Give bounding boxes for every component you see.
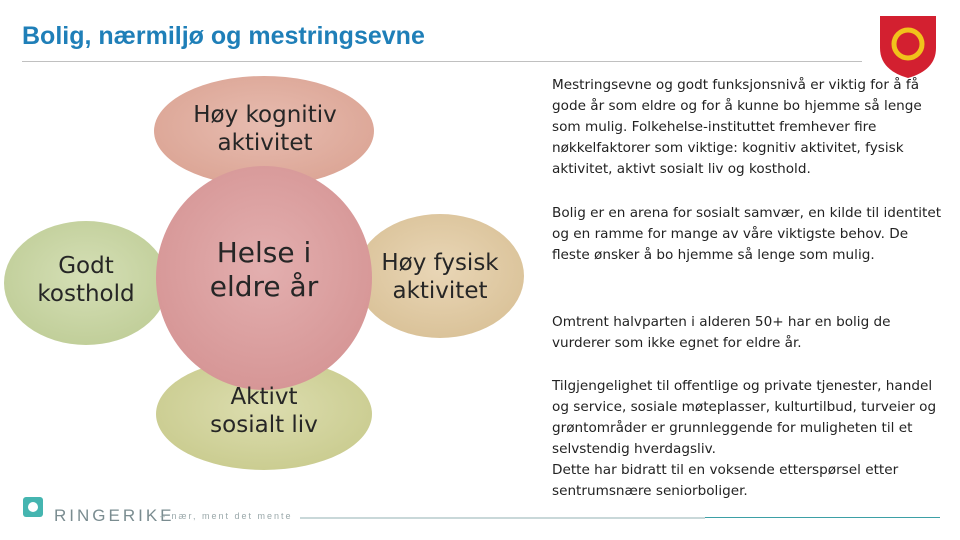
footer-tagline: – nær, ment det mente <box>160 511 293 521</box>
node-left-label: Godt kosthold <box>37 253 135 307</box>
paragraph-omtrent-halvparten: Omtrent halvparten i alderen 50+ har en bolig de vurderer som ikke egnet for eldre år. <box>552 314 891 351</box>
node-center-label: Helse i eldre år <box>209 236 319 303</box>
paragraph-mestringsevne: Mestringsevne og godt funksjonsnivå er viktig for å få gode år som eldre og for å kunne bo hjemme så lenge som mulig. Folkehelse-instituttet fremhever fire nøkkelfaktorer som viktige: kognitiv aktivitet, fysisk aktivitet, aktivt sosialt liv og kosthold. <box>552 77 922 177</box>
node-bottom-label: Aktivt sosialt liv <box>210 384 318 438</box>
footer-divider-accent <box>300 517 705 519</box>
ringerike-logo-icon <box>22 496 44 518</box>
footer-brand: RINGERIKE <box>54 506 175 525</box>
node-top-label: Høy kognitiv aktivitet <box>193 102 337 156</box>
page-title: Bolig, nærmiljø og mestringsevne <box>22 22 425 50</box>
paragraph-tilgjengelighet: Tilgjengelighet til offentlige og private tjenester, handel og service, sosiale møteplasser, kulturtilbud, turveier og grøntområder er grunnleggende for muligheten til et selvstendig hverdagsliv. Dette har bidratt til en voksende etterspørsel etter sentrumsnære seniorboliger. <box>552 378 937 499</box>
paragraph-bolig-arena: Bolig er en arena for sosialt samvær, en kilde til identitet og en ramme for mange av våre viktigste behov. De fleste ønsker å bo hjemme så lenge som mulig. <box>552 205 942 263</box>
node-right-label: Høy fysisk aktivitet <box>381 250 499 304</box>
